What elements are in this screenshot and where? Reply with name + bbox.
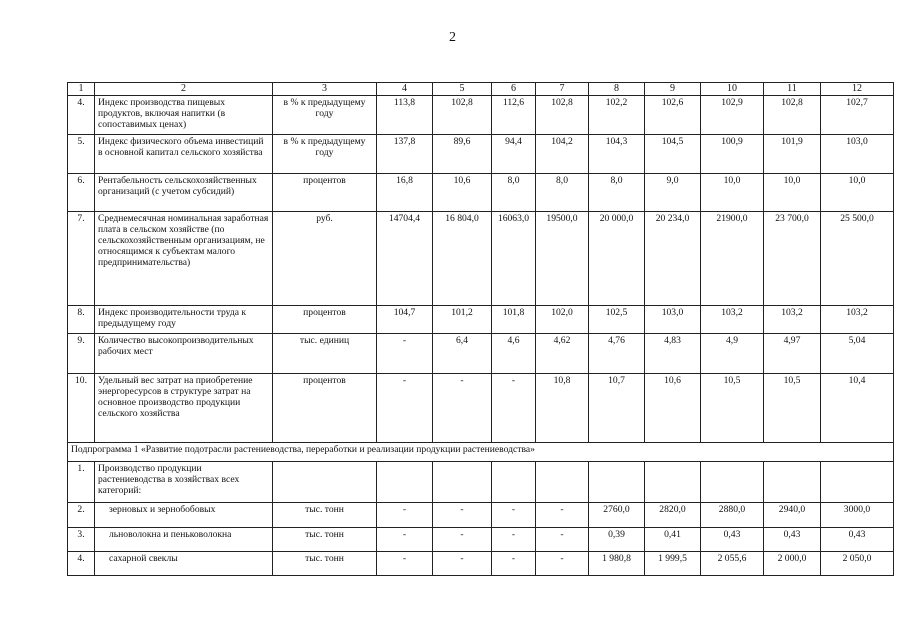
unit-cell: тыс. тонн: [273, 527, 377, 551]
value-cell: 104,5: [645, 134, 701, 173]
value-cell: 3000,0: [821, 502, 894, 527]
value-cell: 9,0: [645, 173, 701, 211]
value-cell: 10,0: [764, 173, 821, 211]
value-cell: 104,2: [536, 134, 589, 173]
value-cell: [536, 461, 589, 502]
subprogram-row: [68, 442, 894, 461]
value-cell: 4,9: [701, 333, 764, 373]
value-cell: 102,8: [433, 95, 492, 134]
value-cell: 10,5: [764, 373, 821, 442]
table-row: [68, 305, 894, 333]
value-cell: 25 500,0: [821, 211, 894, 305]
value-cell: 16063,0: [492, 211, 536, 305]
row-number: 7.: [68, 211, 95, 305]
value-cell: 8,0: [589, 173, 645, 211]
indicators-table: [67, 82, 894, 576]
value-cell: [589, 461, 645, 502]
value-cell: 10,7: [589, 373, 645, 442]
value-cell: 20 234,0: [645, 211, 701, 305]
column-number: 8: [589, 83, 645, 96]
value-cell: 103,0: [645, 305, 701, 333]
value-cell: 16,8: [377, 173, 433, 211]
page-number: 2: [449, 30, 456, 45]
value-cell: 4,97: [764, 333, 821, 373]
value-cell: -: [433, 527, 492, 551]
indicator-name: Индекс производства пищевых продуктов, включая напитки (в сопоставимых ценах): [95, 95, 273, 134]
column-number-row: [68, 83, 894, 96]
value-cell: 2940,0: [764, 502, 821, 527]
value-cell: [645, 461, 701, 502]
value-cell: -: [377, 373, 433, 442]
value-cell: 102,7: [821, 95, 894, 134]
unit-cell: руб.: [273, 211, 377, 305]
column-number: 4: [377, 83, 433, 96]
value-cell: 2 000,0: [764, 551, 821, 575]
unit-cell: процентов: [273, 173, 377, 211]
value-cell: 6,4: [433, 333, 492, 373]
value-cell: 10,0: [701, 173, 764, 211]
value-cell: 10,6: [433, 173, 492, 211]
column-number: 1: [68, 83, 95, 96]
unit-cell: в % к предыдущему году: [273, 95, 377, 134]
value-cell: 0,41: [645, 527, 701, 551]
indicator-name: Индекс производительности труда к предыдущему году: [95, 305, 273, 333]
row-number: 2.: [68, 502, 95, 527]
value-cell: 20 000,0: [589, 211, 645, 305]
value-cell: 137,8: [377, 134, 433, 173]
column-number: 10: [701, 83, 764, 96]
row-number: 10.: [68, 373, 95, 442]
table-row: [68, 461, 894, 502]
value-cell: 100,9: [701, 134, 764, 173]
table-row: [68, 551, 894, 575]
value-cell: [433, 461, 492, 502]
value-cell: 89,6: [433, 134, 492, 173]
value-cell: 10,4: [821, 373, 894, 442]
column-number: 2: [95, 83, 273, 96]
value-cell: -: [433, 502, 492, 527]
column-number: 6: [492, 83, 536, 96]
value-cell: 10,0: [821, 173, 894, 211]
column-number: 12: [821, 83, 894, 96]
value-cell: 2880,0: [701, 502, 764, 527]
value-cell: 103,2: [701, 305, 764, 333]
value-cell: -: [536, 551, 589, 575]
value-cell: 1 999,5: [645, 551, 701, 575]
value-cell: 102,0: [536, 305, 589, 333]
value-cell: 102,9: [701, 95, 764, 134]
value-cell: 102,2: [589, 95, 645, 134]
value-cell: 10,5: [701, 373, 764, 442]
column-number: 5: [433, 83, 492, 96]
value-cell: -: [492, 527, 536, 551]
value-cell: 16 804,0: [433, 211, 492, 305]
table-row: [68, 173, 894, 211]
row-number: 4.: [68, 551, 95, 575]
indicator-name: Рентабельность сельскохозяйственных организаций (с учетом субсидий): [95, 173, 273, 211]
value-cell: [492, 461, 536, 502]
value-cell: 4,76: [589, 333, 645, 373]
value-cell: 102,5: [589, 305, 645, 333]
value-cell: 102,8: [764, 95, 821, 134]
indicator-name: Количество высокопроизводительных рабочих мест: [95, 333, 273, 373]
value-cell: 103,2: [764, 305, 821, 333]
table-row: [68, 373, 894, 442]
indicator-name: сахарной свеклы: [95, 551, 273, 575]
table-row: [68, 211, 894, 305]
indicator-name: льноволокна и пеньковолокна: [95, 527, 273, 551]
indicator-name: Производство продукции растениеводства в хозяйствах всех категорий:: [95, 461, 273, 502]
value-cell: 5,04: [821, 333, 894, 373]
row-number: 9.: [68, 333, 95, 373]
value-cell: 101,8: [492, 305, 536, 333]
indicator-name: Индекс физического объема инвестиций в основной капитал сельского хозяйства: [95, 134, 273, 173]
value-cell: -: [377, 333, 433, 373]
value-cell: -: [536, 502, 589, 527]
value-cell: 10,8: [536, 373, 589, 442]
unit-cell: [273, 461, 377, 502]
value-cell: 0,43: [701, 527, 764, 551]
value-cell: 2820,0: [645, 502, 701, 527]
value-cell: 4,83: [645, 333, 701, 373]
value-cell: 103,0: [821, 134, 894, 173]
value-cell: 0,43: [821, 527, 894, 551]
row-number: 5.: [68, 134, 95, 173]
value-cell: 104,3: [589, 134, 645, 173]
value-cell: -: [492, 373, 536, 442]
table-row: [68, 502, 894, 527]
value-cell: 101,9: [764, 134, 821, 173]
value-cell: 2 050,0: [821, 551, 894, 575]
value-cell: -: [377, 551, 433, 575]
value-cell: 10,6: [645, 373, 701, 442]
value-cell: [377, 461, 433, 502]
unit-cell: тыс. единиц: [273, 333, 377, 373]
column-number: 11: [764, 83, 821, 96]
value-cell: 14704,4: [377, 211, 433, 305]
row-number: 1.: [68, 461, 95, 502]
value-cell: 113,8: [377, 95, 433, 134]
unit-cell: тыс. тонн: [273, 551, 377, 575]
value-cell: 4,6: [492, 333, 536, 373]
value-cell: 0,43: [764, 527, 821, 551]
row-number: 3.: [68, 527, 95, 551]
value-cell: 21900,0: [701, 211, 764, 305]
value-cell: 102,8: [536, 95, 589, 134]
subprogram-title: Подпрограмма 1 «Развитие подотрасли растениеводства, переработки и реализации продукции растениеводства»: [68, 442, 894, 461]
value-cell: [821, 461, 894, 502]
column-number: 9: [645, 83, 701, 96]
unit-cell: в % к предыдущему году: [273, 134, 377, 173]
indicator-name: Среднемесячная номинальная заработная плата в сельском хозяйстве (по сельскохозяйственным организациям, не относящимся к субъектам малого предпринимательства): [95, 211, 273, 305]
indicator-name: зерновых и зернобобовых: [95, 502, 273, 527]
value-cell: 0,39: [589, 527, 645, 551]
value-cell: 103,2: [821, 305, 894, 333]
table-row: [68, 333, 894, 373]
value-cell: 8,0: [492, 173, 536, 211]
indicator-name: Удельный вес затрат на приобретение энергоресурсов в структуре затрат на основное производство продукции сельского хозяйства: [95, 373, 273, 442]
table-row: [68, 527, 894, 551]
value-cell: 1 980,8: [589, 551, 645, 575]
value-cell: -: [377, 527, 433, 551]
value-cell: 19500,0: [536, 211, 589, 305]
value-cell: 2760,0: [589, 502, 645, 527]
column-number: 3: [273, 83, 377, 96]
row-number: 6.: [68, 173, 95, 211]
value-cell: 104,7: [377, 305, 433, 333]
value-cell: 8,0: [536, 173, 589, 211]
unit-cell: процентов: [273, 305, 377, 333]
value-cell: -: [433, 551, 492, 575]
value-cell: 2 055,6: [701, 551, 764, 575]
unit-cell: тыс. тонн: [273, 502, 377, 527]
row-number: 8.: [68, 305, 95, 333]
table-row: [68, 95, 894, 134]
table-row: [68, 134, 894, 173]
value-cell: -: [536, 527, 589, 551]
value-cell: 23 700,0: [764, 211, 821, 305]
value-cell: -: [492, 502, 536, 527]
value-cell: [764, 461, 821, 502]
value-cell: 94,4: [492, 134, 536, 173]
value-cell: 4,62: [536, 333, 589, 373]
value-cell: [701, 461, 764, 502]
value-cell: -: [492, 551, 536, 575]
value-cell: 101,2: [433, 305, 492, 333]
unit-cell: процентов: [273, 373, 377, 442]
value-cell: -: [377, 502, 433, 527]
value-cell: -: [433, 373, 492, 442]
value-cell: 102,6: [645, 95, 701, 134]
value-cell: 112,6: [492, 95, 536, 134]
column-number: 7: [536, 83, 589, 96]
row-number: 4.: [68, 95, 95, 134]
